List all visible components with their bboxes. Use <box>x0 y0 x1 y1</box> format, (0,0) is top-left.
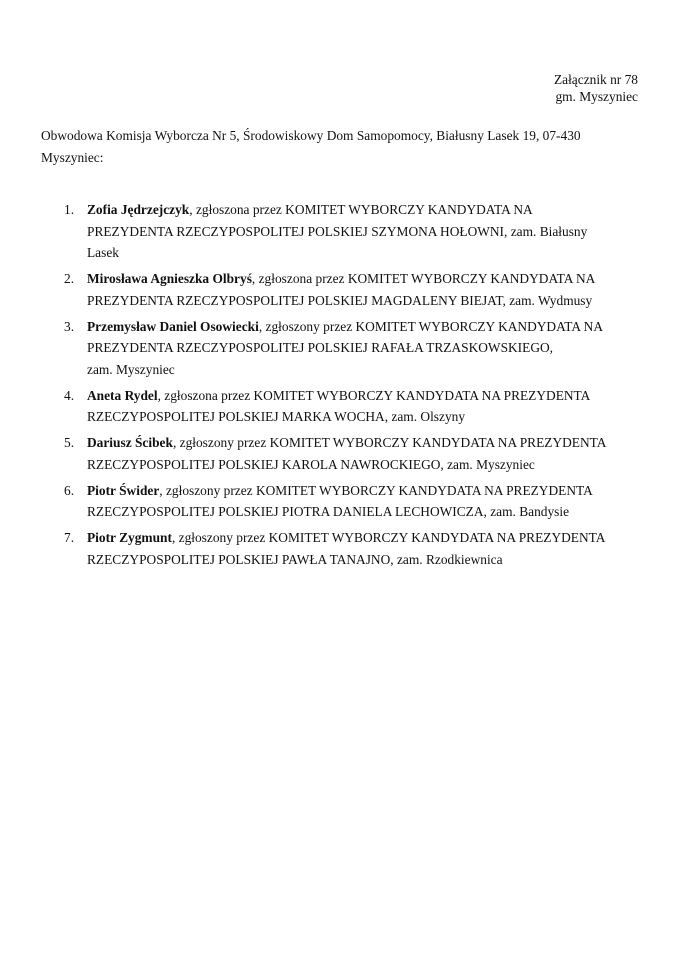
member-details: PREZYDENTA RZECZYPOSPOLITEJ POLSKIEJ MAGDALENY BIEJAT, zam. Wydmusy <box>87 292 593 308</box>
member-details: RZECZYPOSPOLITEJ POLSKIEJ MARKA WOCHA, zam. Olszyny <box>87 409 466 424</box>
list-item <box>0 268 679 311</box>
member-name: Aneta Rydel <box>87 387 158 403</box>
list-item <box>0 432 679 475</box>
member-details: Lasek <box>87 245 119 260</box>
item-number: 3. <box>64 318 75 334</box>
attachment-number: Załącznik nr 78 <box>553 72 638 87</box>
list-item <box>0 527 679 570</box>
member-name: Zofia Jędrzejczyk <box>87 202 190 217</box>
member-name: Mirosława Agnieszka Olbryś <box>87 271 252 286</box>
attachment-header <box>554 71 638 105</box>
item-number: 4. <box>64 387 75 403</box>
item-number: 5. <box>64 435 75 450</box>
member-name: Dariusz Ścibek <box>87 435 173 450</box>
municipality: gm. Myszyniec <box>555 89 638 104</box>
member-details: , zgłoszona przez KOMITET WYBORCZY KANDYDATA NA <box>189 202 533 217</box>
commission-line-1: Obwodowa Komisja Wyborcza Nr 5, Środowiskowy Dom Samopomocy, Białusny Lasek 19, 07-430 <box>41 128 581 143</box>
member-name: Piotr Świder <box>87 482 160 498</box>
member-details: , zgłoszona przez KOMITET WYBORCZY KANDYDATA NA <box>251 271 596 286</box>
list-item <box>0 199 679 264</box>
member-details: RZECZYPOSPOLITEJ POLSKIEJ KAROLA NAWROCKIEGO, zam. Myszyniec <box>87 456 535 472</box>
commission-line-2: Myszyniec: <box>41 149 104 165</box>
item-number: 1. <box>64 202 75 217</box>
member-details: , zgłoszony przez KOMITET WYBORCZY KANDYDATA NA <box>258 318 604 334</box>
list-item <box>0 316 679 381</box>
member-details: RZECZYPOSPOLITEJ POLSKIEJ PAWŁA TANAJNO, zam. Rzodkiewnica <box>87 551 503 567</box>
member-details: , zgłoszona przez KOMITET WYBORCZY KANDYDATA NA PREZYDENTA <box>157 387 591 403</box>
item-number: 2. <box>64 271 75 286</box>
member-details: PREZYDENTA RZECZYPOSPOLITEJ POLSKIEJ RAFAŁA TRZASKOWSKIEGO, <box>87 340 554 355</box>
member-details: , zgłoszony przez KOMITET WYBORCZY KANDYDATA NA PREZYDENTA <box>171 530 606 545</box>
member-details: RZECZYPOSPOLITEJ POLSKIEJ PIOTRA DANIELA LECHOWICZA, zam. Bandysie <box>87 504 570 519</box>
member-details: PREZYDENTA RZECZYPOSPOLITEJ POLSKIEJ SZYMONA HOŁOWNI, zam. Białusny <box>87 223 588 239</box>
item-number: 7. <box>64 530 75 545</box>
member-name: Piotr Zygmunt <box>87 530 172 545</box>
item-number: 6. <box>64 482 75 498</box>
member-list <box>0 199 679 575</box>
member-details: zam. Myszyniec <box>87 361 175 377</box>
member-name: Przemysław Daniel Osowiecki <box>87 318 259 334</box>
list-item <box>0 385 679 428</box>
list-item <box>0 480 679 523</box>
commission-description <box>41 125 641 168</box>
member-details: , zgłoszony przez KOMITET WYBORCZY KANDYDATA NA PREZYDENTA <box>172 435 607 450</box>
member-details: , zgłoszony przez KOMITET WYBORCZY KANDYDATA NA PREZYDENTA <box>159 482 593 498</box>
